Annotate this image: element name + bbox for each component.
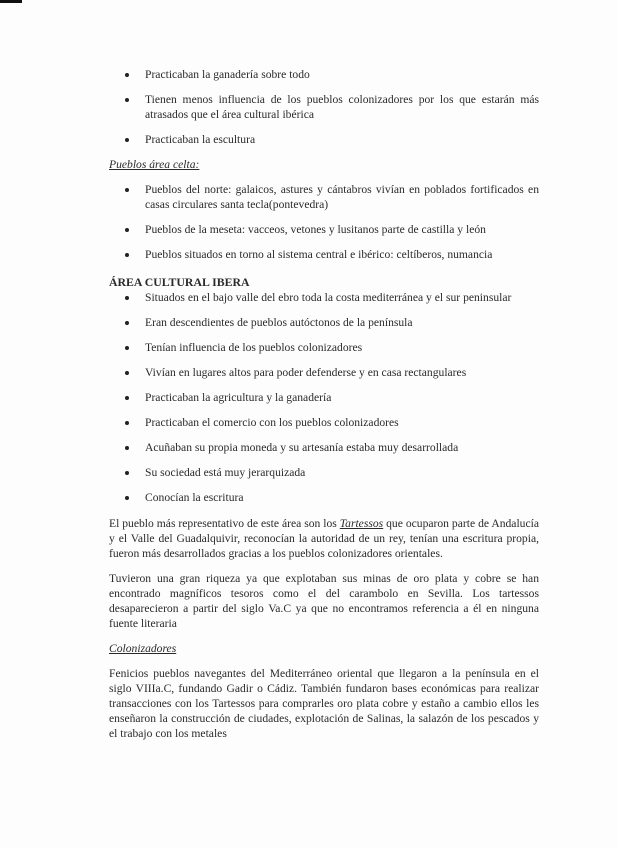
list-item: Eran descendientes de pueblos autóctonos de la península <box>109 315 539 330</box>
bullet-icon <box>125 496 129 500</box>
list-ibera <box>109 290 539 505</box>
list-item: Pueblos de la meseta: vacceos, vetones y lusitanos parte de castilla y león <box>109 222 539 237</box>
bullet-icon <box>125 421 129 425</box>
list-item: Tienen menos influencia de los pueblos colonizadores por los que estarán más atrasados que el área cultural ibérica <box>109 92 539 122</box>
scan-corner-mark <box>0 0 22 3</box>
list-item: Pueblos del norte: galaicos, astures y cántabros vivían en poblados fortificados en casas circulares santa tecla(pontevedra) <box>109 182 539 212</box>
bullet-icon <box>125 471 129 475</box>
list-item: Conocían la escritura <box>109 490 539 505</box>
list-item: Practicaban la agricultura y la ganadería <box>109 390 539 405</box>
list-item: Practicaban la ganadería sobre todo <box>109 67 539 82</box>
list-item: Situados en el bajo valle del ebro toda la costa mediterránea y el sur peninsular <box>109 290 539 305</box>
list-item: Pueblos situados en torno al sistema central e ibérico: celtíberos, numancia <box>109 247 539 262</box>
ibera-heading: ÁREA CULTURAL IBERA <box>109 275 250 289</box>
tartessos-paragraph-2: Tuvieron una gran riqueza ya que explotaban sus minas de oro plata y cobre se han encontrado magníficos tesoros como el del carambolo en Sevilla. Los tartessos desaparecieron a partir del siglo Va.C ya que no encontramos referencia a él en ninguna fuente literaria <box>109 572 539 630</box>
bullet-icon <box>125 296 129 300</box>
bullet-icon <box>125 228 129 232</box>
colonizadores-heading: Colonizadores <box>109 642 177 655</box>
bullet-icon <box>125 346 129 350</box>
tartessos-term: Tartessos <box>339 517 384 530</box>
tartessos-paragraph-1: El pueblo más representativo de este área son los Tartessos que ocuparon parte de Andalucía y el Valle del Guadalquivir, reconocían la autoridad de un rey, tenían una escritura propia, fueron más desarrollados gracias a los pueblos colonizadores orientales. <box>109 517 539 560</box>
bullet-icon <box>125 188 129 192</box>
colonizadores-paragraph: Fenicios pueblos navegantes del Mediterráneo oriental que llegaron a la península en el siglo VIIIa.C, fundando Gadir o Cádiz. También fundaron bases económicas para realizar transacciones con los Tartessos para comprarles oro plata cobre y estaño a cambio ellos les enseñaron la construcción de ciudades, explotación de Salinas, la salazón de los pescados y el trabajo con los metales <box>109 667 539 740</box>
bullet-icon <box>125 138 129 142</box>
list-item: Tenían influencia de los pueblos colonizadores <box>109 340 539 355</box>
list-celta <box>109 182 539 262</box>
list-ganaderia <box>109 67 539 147</box>
list-item: Acuñaban su propia moneda y su artesanía estaba muy desarrollada <box>109 440 539 455</box>
list-item: Vivían en lugares altos para poder defenderse y en casa rectangulares <box>109 365 539 380</box>
bullet-icon <box>125 98 129 102</box>
bullet-icon <box>125 371 129 375</box>
list-item: Su sociedad está muy jerarquizada <box>109 465 539 480</box>
bullet-icon <box>125 73 129 77</box>
list-item: Practicaban el comercio con los pueblos colonizadores <box>109 415 539 430</box>
list-item: Practicaban la escultura <box>109 132 539 147</box>
bullet-icon <box>125 321 129 325</box>
bullet-icon <box>125 253 129 257</box>
celta-heading: Pueblos área celta: <box>109 158 200 171</box>
bullet-icon <box>125 446 129 450</box>
bullet-icon <box>125 396 129 400</box>
